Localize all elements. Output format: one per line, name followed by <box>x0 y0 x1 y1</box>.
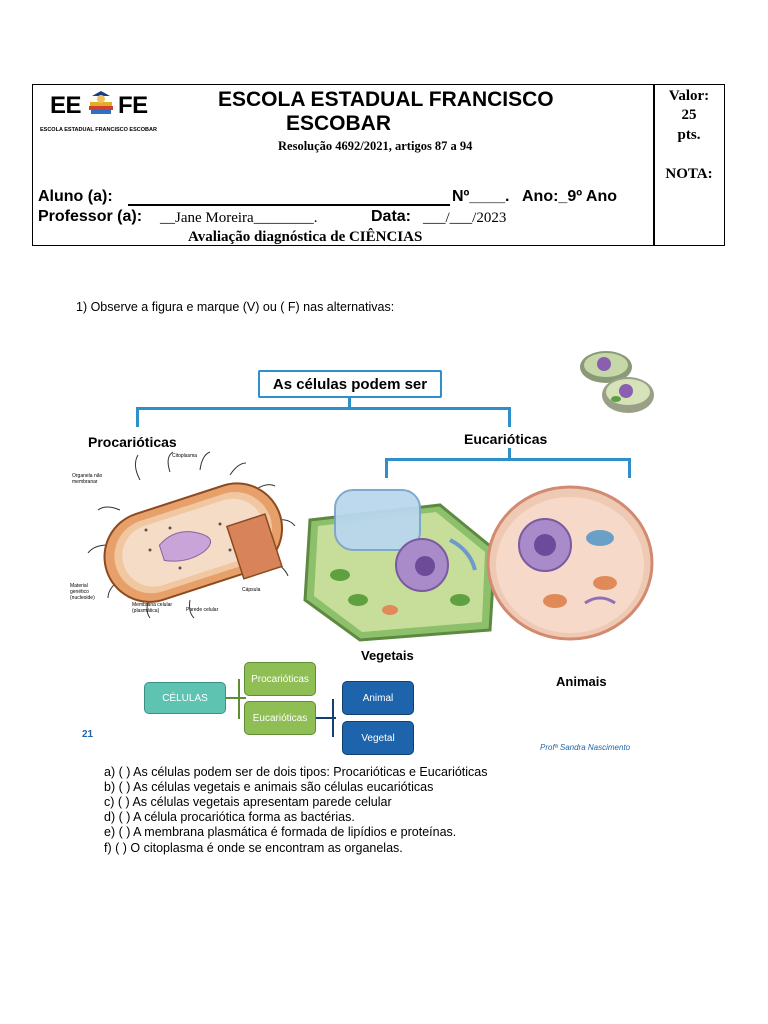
student-name-field[interactable] <box>128 204 450 206</box>
value-label: Valor: <box>668 88 710 104</box>
date-value: ___/___/2023 <box>423 210 507 226</box>
value-points: 25 <box>681 107 697 123</box>
bacterium-label: Organela não membranar <box>72 473 103 485</box>
logo-caption: ESCOLA ESTADUAL FRANCISCO ESCOBAR <box>40 127 157 133</box>
date-label: Data: <box>371 208 412 225</box>
logo-text-left: EE <box>50 92 82 119</box>
bacterium-label: Citoplasma <box>172 453 198 459</box>
alternative-f: f) ( ) O citoplasma é onde se encontram as organelas. <box>104 841 403 855</box>
connector-line <box>385 458 630 461</box>
connector-line <box>508 407 511 427</box>
school-name-line2: ESCOBAR <box>286 112 392 135</box>
connector-line <box>385 458 388 478</box>
map-connector <box>226 697 246 699</box>
question-prompt: 1) Observe a figura e marque (V) ou ( F) nas alternativas: <box>76 300 395 314</box>
logo-text-right: FE <box>118 92 148 119</box>
alternative-b: b) ( ) As células vegetais e animais são células eucarióticas <box>104 780 434 794</box>
school-name-line1: ESCOLA ESTADUAL FRANCISCO <box>218 88 554 111</box>
student-name-label: Aluno (a): <box>38 188 113 205</box>
student-number-label: Nº____. <box>452 188 510 205</box>
cell-thumbnail-icon <box>578 347 658 422</box>
bacterium-label: Parede celular <box>186 607 219 613</box>
connector-line <box>136 407 511 410</box>
prokaryotic-heading: Procarióticas <box>88 434 177 450</box>
teacher-name: __Jane Moreira________. <box>160 210 318 226</box>
connector-line <box>628 458 631 478</box>
figure-page-number: 21 <box>82 729 94 740</box>
value-unit: pts. <box>677 127 701 143</box>
bacterium-label: Membrana celular (plasmática) <box>132 602 173 614</box>
alternative-d: d) ( ) A célula procariótica forma as bactérias. <box>104 810 355 824</box>
map-prokaryotic-node: Procarióticas <box>244 662 316 696</box>
connector-line <box>136 407 139 427</box>
figure-credit: Profª Sandra Nascimento <box>540 743 631 752</box>
plant-cell-caption: Vegetais <box>361 648 414 663</box>
school-year-label: Ano:_9º Ano <box>522 188 618 205</box>
animal-cell-illustration <box>485 483 655 643</box>
resolution-text: Resolução 4692/2021, artigos 87 a 94 <box>278 139 473 153</box>
map-connector <box>238 679 240 719</box>
school-logo-icon <box>86 88 116 118</box>
animal-cell-caption: Animais <box>556 674 607 689</box>
map-connector <box>332 699 334 737</box>
bacterium-label: Material genético (nucleoide) <box>70 583 95 601</box>
alternative-e: e) ( ) A membrana plasmática é formada de lipídios e proteínas. <box>104 825 457 839</box>
cell-figure <box>70 345 680 755</box>
map-cells-node: CÉLULAS <box>144 682 226 714</box>
alternative-a: a) ( ) As células podem ser de dois tipos: Procarióticas e Eucarióticas <box>104 765 488 779</box>
bacterium-label: Cápsula <box>242 587 261 593</box>
grade-label: NOTA: <box>665 166 713 182</box>
assessment-title: Avaliação diagnóstica de CIÊNCIAS <box>188 229 423 245</box>
plant-cell-illustration <box>300 480 500 645</box>
alternative-c: c) ( ) As células vegetais apresentam parede celular <box>104 795 392 809</box>
map-eukaryotic-node: Eucarióticas <box>244 701 316 735</box>
map-plant-node: Vegetal <box>342 721 414 755</box>
map-animal-node: Animal <box>342 681 414 715</box>
teacher-label: Professor (a): <box>38 208 143 225</box>
eukaryotic-heading: Eucarióticas <box>464 431 548 447</box>
figure-title: As células podem ser <box>258 370 442 398</box>
